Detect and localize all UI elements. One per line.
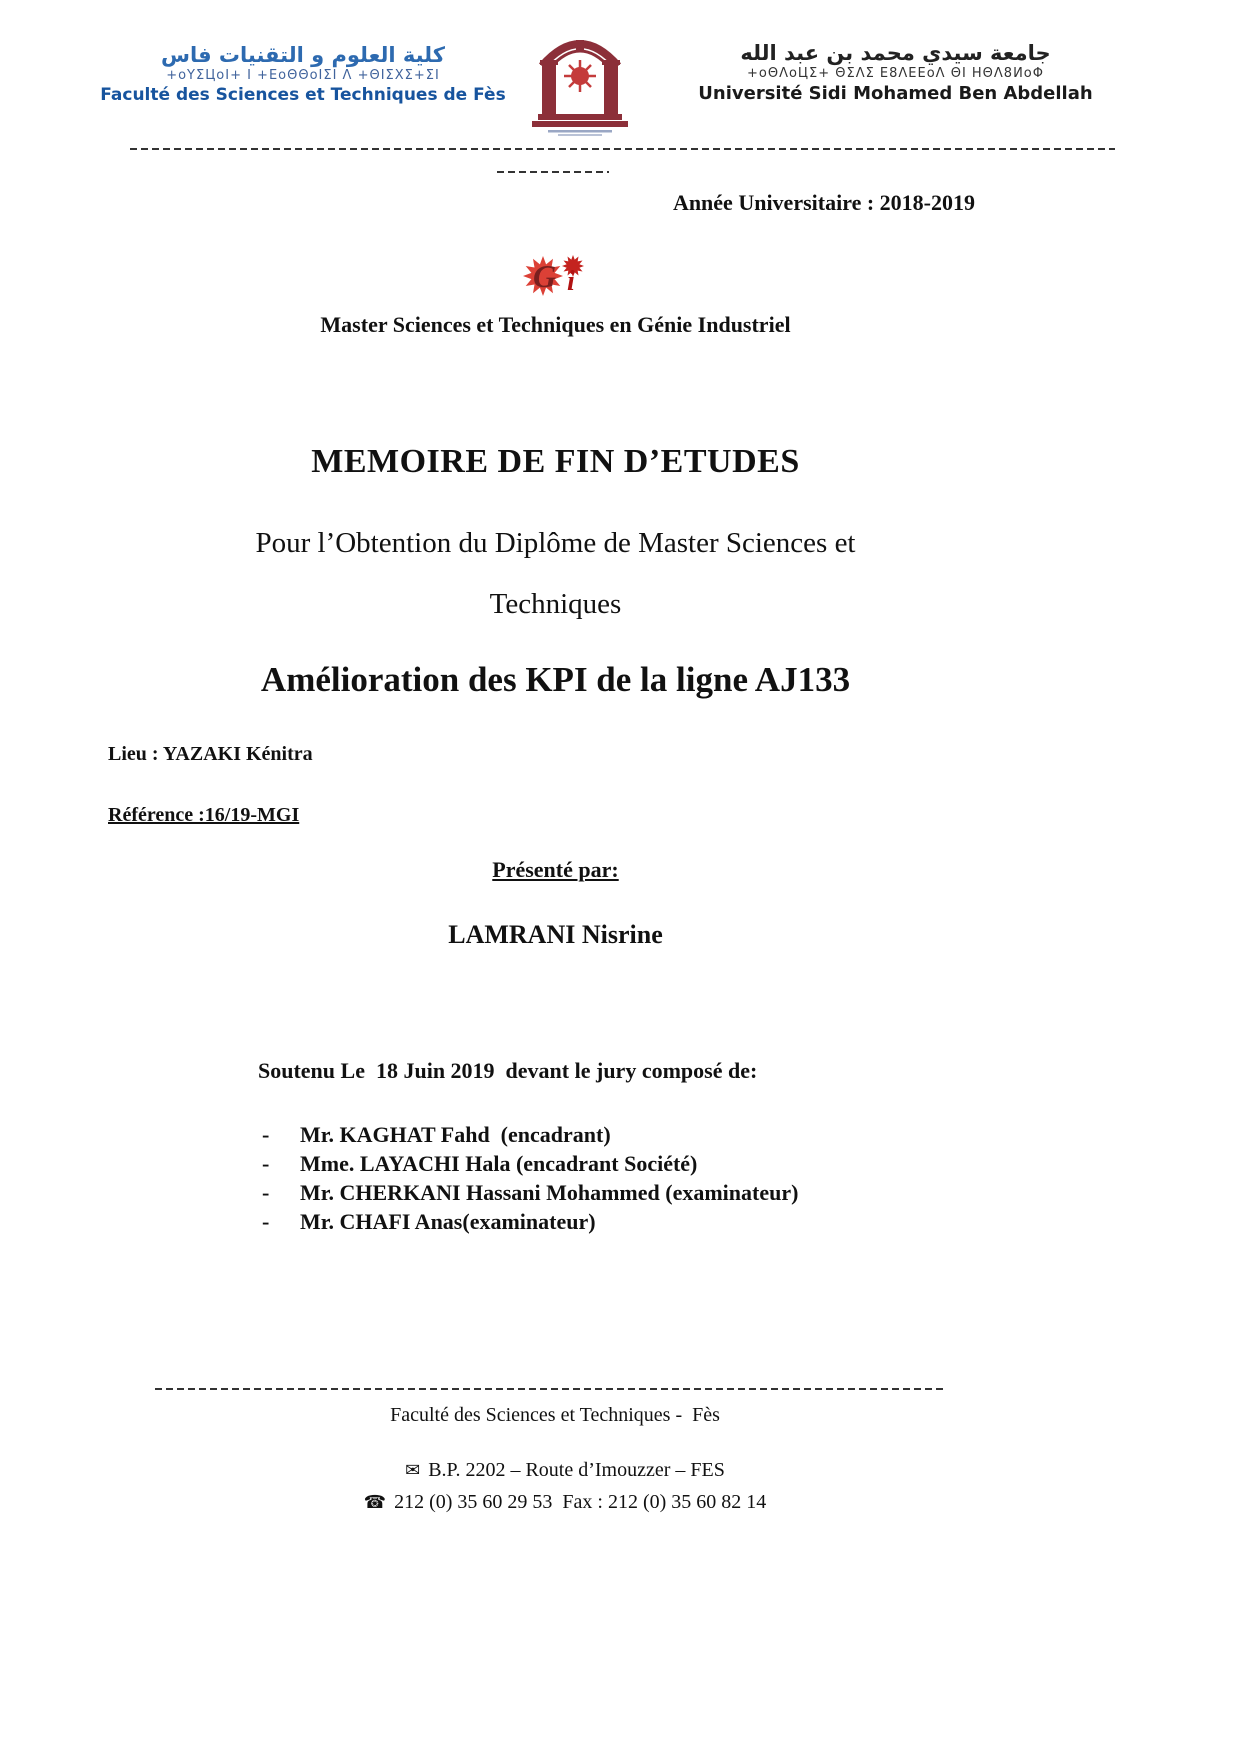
university-name-arabic: جامعة سيدي محمد بن عبد الله (740, 41, 1051, 65)
memoire-title: MEMOIRE DE FIN D’ETUDES (311, 443, 800, 480)
university-name-tifinagh: +oΘΛoЦΣ+ ΘΣΛΣ Ε8ΛΕΕoΛ ΘI ΗΘΛ8ИoΦ (746, 66, 1044, 82)
footer-faculty-line: Faculté des Sciences et Techniques - Fès (390, 1404, 720, 1426)
university-emblem-icon (528, 18, 632, 138)
footer-phone-text: 212 (0) 35 60 29 53 Fax : 212 (0) 35 60 82 14 (394, 1491, 767, 1513)
footer-phone-line (0, 1468, 1110, 1537)
list-dash: - (262, 1151, 270, 1176)
gi-letter-g: G (532, 258, 556, 294)
mail-icon: ✉ (405, 1460, 421, 1481)
jury-member-row (262, 1207, 798, 1236)
faculty-name-tifinagh: +oYΣЦoI+ I +ΕoΘΘoIΣI Λ +ΘIΣΧΣ+ΣI (166, 68, 440, 84)
author-name: LAMRANI Nisrine (448, 920, 663, 949)
master-program-title: Master Sciences et Techniques en Génie Industriel (320, 312, 791, 337)
list-dash: - (262, 1209, 270, 1234)
jury-member-row (262, 1178, 798, 1207)
location-line: Lieu : YAZAKI Kénitra (108, 743, 313, 765)
presented-by-label: Présenté par: (492, 857, 619, 882)
gi-program-logo (0, 244, 1111, 311)
thesis-title: Amélioration des KPI de la ligne AJ133 (260, 660, 851, 699)
jury-member-name: Mr. CHAFI Anas(examinateur) (300, 1209, 596, 1234)
gi-logo-icon (513, 244, 599, 306)
diploma-subtitle-line1: Pour l’Obtention du Diplôme de Master Sciences et (255, 527, 856, 559)
jury-member-name: Mr. KAGHAT Fahd (encadrant) (300, 1122, 611, 1147)
reference-line: Référence :16/19-MGI (108, 804, 300, 826)
university-header-block (648, 40, 1143, 105)
faculty-name-french: Faculté des Sciences et Techniques de Fès (100, 85, 506, 106)
footer-dashed-separator (155, 1388, 945, 1390)
diploma-subtitle-line2: Techniques (489, 588, 622, 620)
list-dash: - (262, 1180, 270, 1205)
academic-year: Année Universitaire : 2018-2019 (672, 190, 975, 215)
jury-member-name: Mme. LAYACHI Hala (encadrant Société) (300, 1151, 698, 1176)
jury-list (262, 1120, 798, 1236)
list-dash: - (262, 1122, 270, 1147)
jury-member-name: Mr. CHERKANI Hassani Mohammed (examinateur) (300, 1180, 799, 1205)
phone-icon: ☎ (363, 1492, 387, 1513)
footer-address-text: B.P. 2202 – Route d’Imouzzer – FES (428, 1459, 725, 1481)
top-dashed-separator-short (497, 171, 609, 173)
university-emblem-logo (528, 18, 632, 138)
faculty-name-arabic: كلية العلوم و التقنيات فاس (161, 43, 445, 67)
jury-member-row (262, 1120, 798, 1149)
jury-member-row (262, 1149, 798, 1178)
university-name-french: Université Sidi Mohamed Ben Abdellah (698, 83, 1093, 105)
gi-letter-i: i (566, 266, 575, 297)
top-dashed-separator (130, 148, 1115, 150)
defense-intro-line: Soutenu Le 18 Juin 2019 devant le jury composé de: (258, 1058, 758, 1083)
faculty-header-block (88, 42, 518, 106)
